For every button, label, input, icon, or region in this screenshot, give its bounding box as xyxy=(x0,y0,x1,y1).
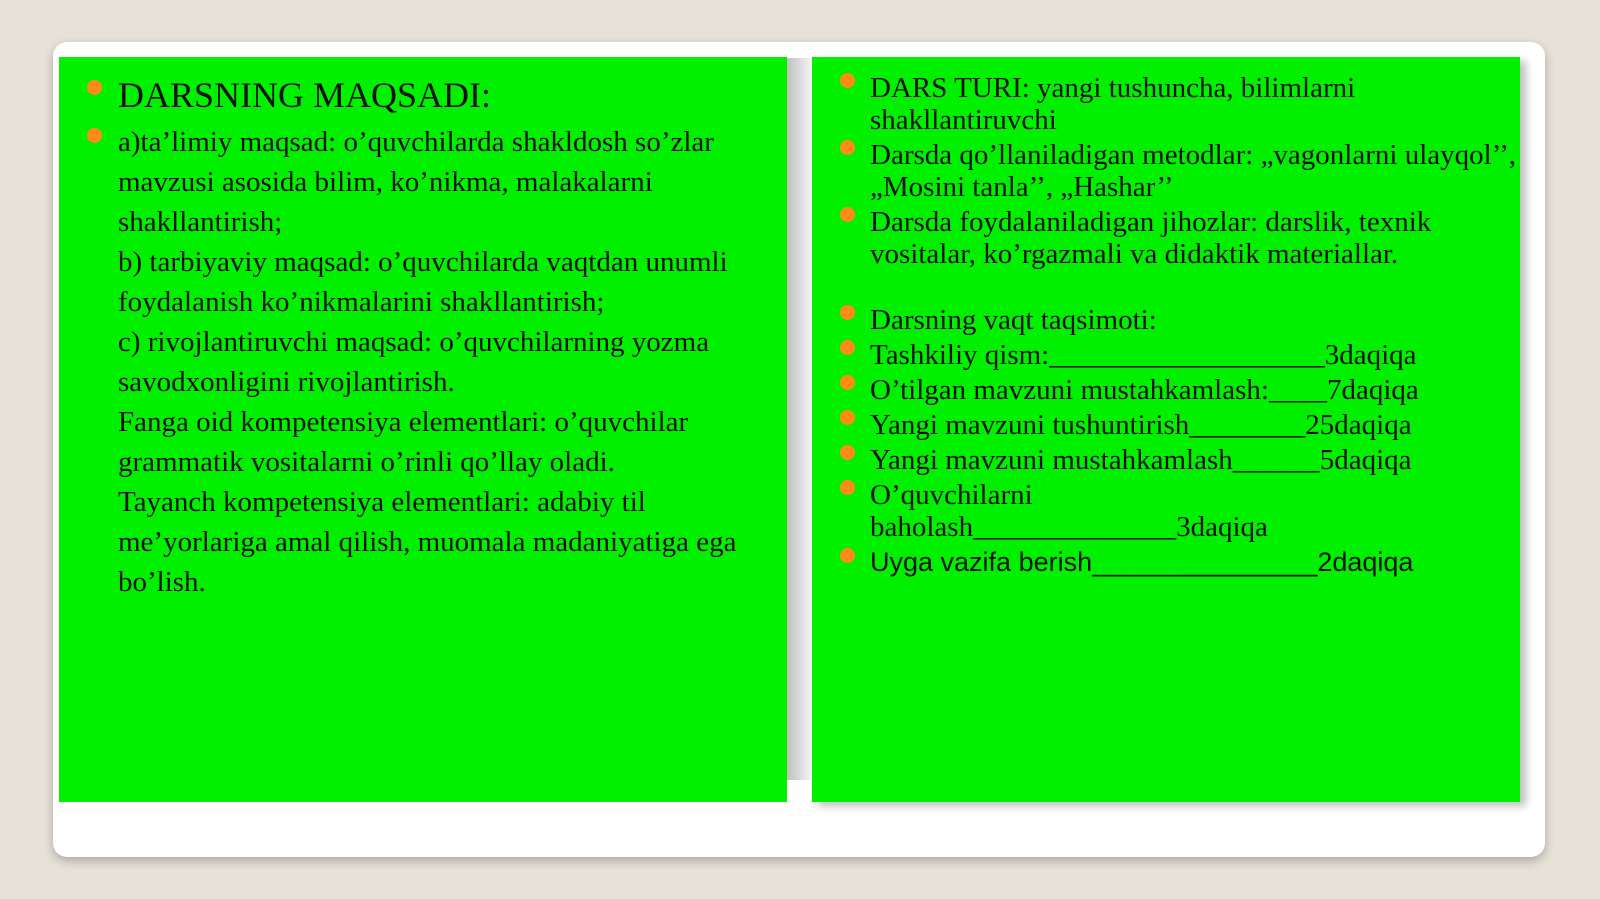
bullet-icon xyxy=(87,128,102,143)
bullet-icon xyxy=(840,480,855,495)
time-item-homework: Uyga vazifa berish_______________2daqiqa xyxy=(870,547,1414,577)
lesson-methods: Darsda qo’llaniladigan metodlar: „vagonlarni ulayqol’’, „Mosini tanla’’, „Hashar’’ xyxy=(870,139,1517,203)
time-item-review: O’tilgan mavzuni mustahkamlash:____7daqiqa xyxy=(870,374,1419,406)
bullet-icon xyxy=(840,375,855,390)
left-title: DARSNING MAQSADI: xyxy=(118,75,492,115)
bullet-icon xyxy=(840,445,855,460)
left-body xyxy=(118,122,778,602)
bullet-icon xyxy=(840,73,855,88)
time-item-explanation: Yangi mavzuni tushuntirish________25daqiqa xyxy=(870,409,1412,441)
time-item-consolidation: Yangi mavzuni mustahkamlash______5daqiqa xyxy=(870,444,1412,476)
bullet-icon xyxy=(840,548,855,563)
lesson-type: DARS TURI: yangi tushuncha, bilimlarni shakllantiruvchi xyxy=(870,72,1356,136)
core-competence: Tayanch kompetensiya elementlari: adabiy til me’yorlariga amal qilish, muomala madaniyatiga ega bo’lish. xyxy=(118,486,737,598)
subject-competence: Fanga oid kompetensiya elementlari: o’quvchilar grammatik vositalarni o’rinli qo’llay oladi. xyxy=(118,406,689,478)
aim-upbringing: b) tarbiyaviy maqsad: o’quvchilarda vaqtdan unumli foydalanish ko’nikmalarini shakllantirish; xyxy=(118,246,728,318)
bullet-icon xyxy=(840,305,855,320)
time-item-organizational: Tashkiliy qism:___________________3daqiqa xyxy=(870,339,1417,371)
column-divider xyxy=(787,58,811,780)
bullet-icon xyxy=(87,80,102,95)
bullet-icon xyxy=(840,340,855,355)
aim-developmental: c) rivojlantiruvchi maqsad: o’quvchilarning yozma savodxonligini rivojlantirish. xyxy=(118,326,710,398)
aim-educational: a)ta’limiy maqsad: o’quvchilarda shakldosh so’zlar mavzusi asosida bilim, ko’nikma, malakalarni shakllantirish; xyxy=(118,126,714,238)
lesson-equipment: Darsda foydalaniladigan jihozlar: darslik, texnik vositalar, ko’rgazmali va didaktik materiallar. xyxy=(870,206,1432,270)
bullet-icon xyxy=(840,207,855,222)
time-item-assessment: O’quvchilarni baholash______________3daqiqa xyxy=(870,479,1268,543)
bullet-icon xyxy=(840,410,855,425)
bullet-icon xyxy=(840,140,855,155)
time-allocation-heading: Darsning vaqt taqsimoti: xyxy=(870,304,1157,336)
